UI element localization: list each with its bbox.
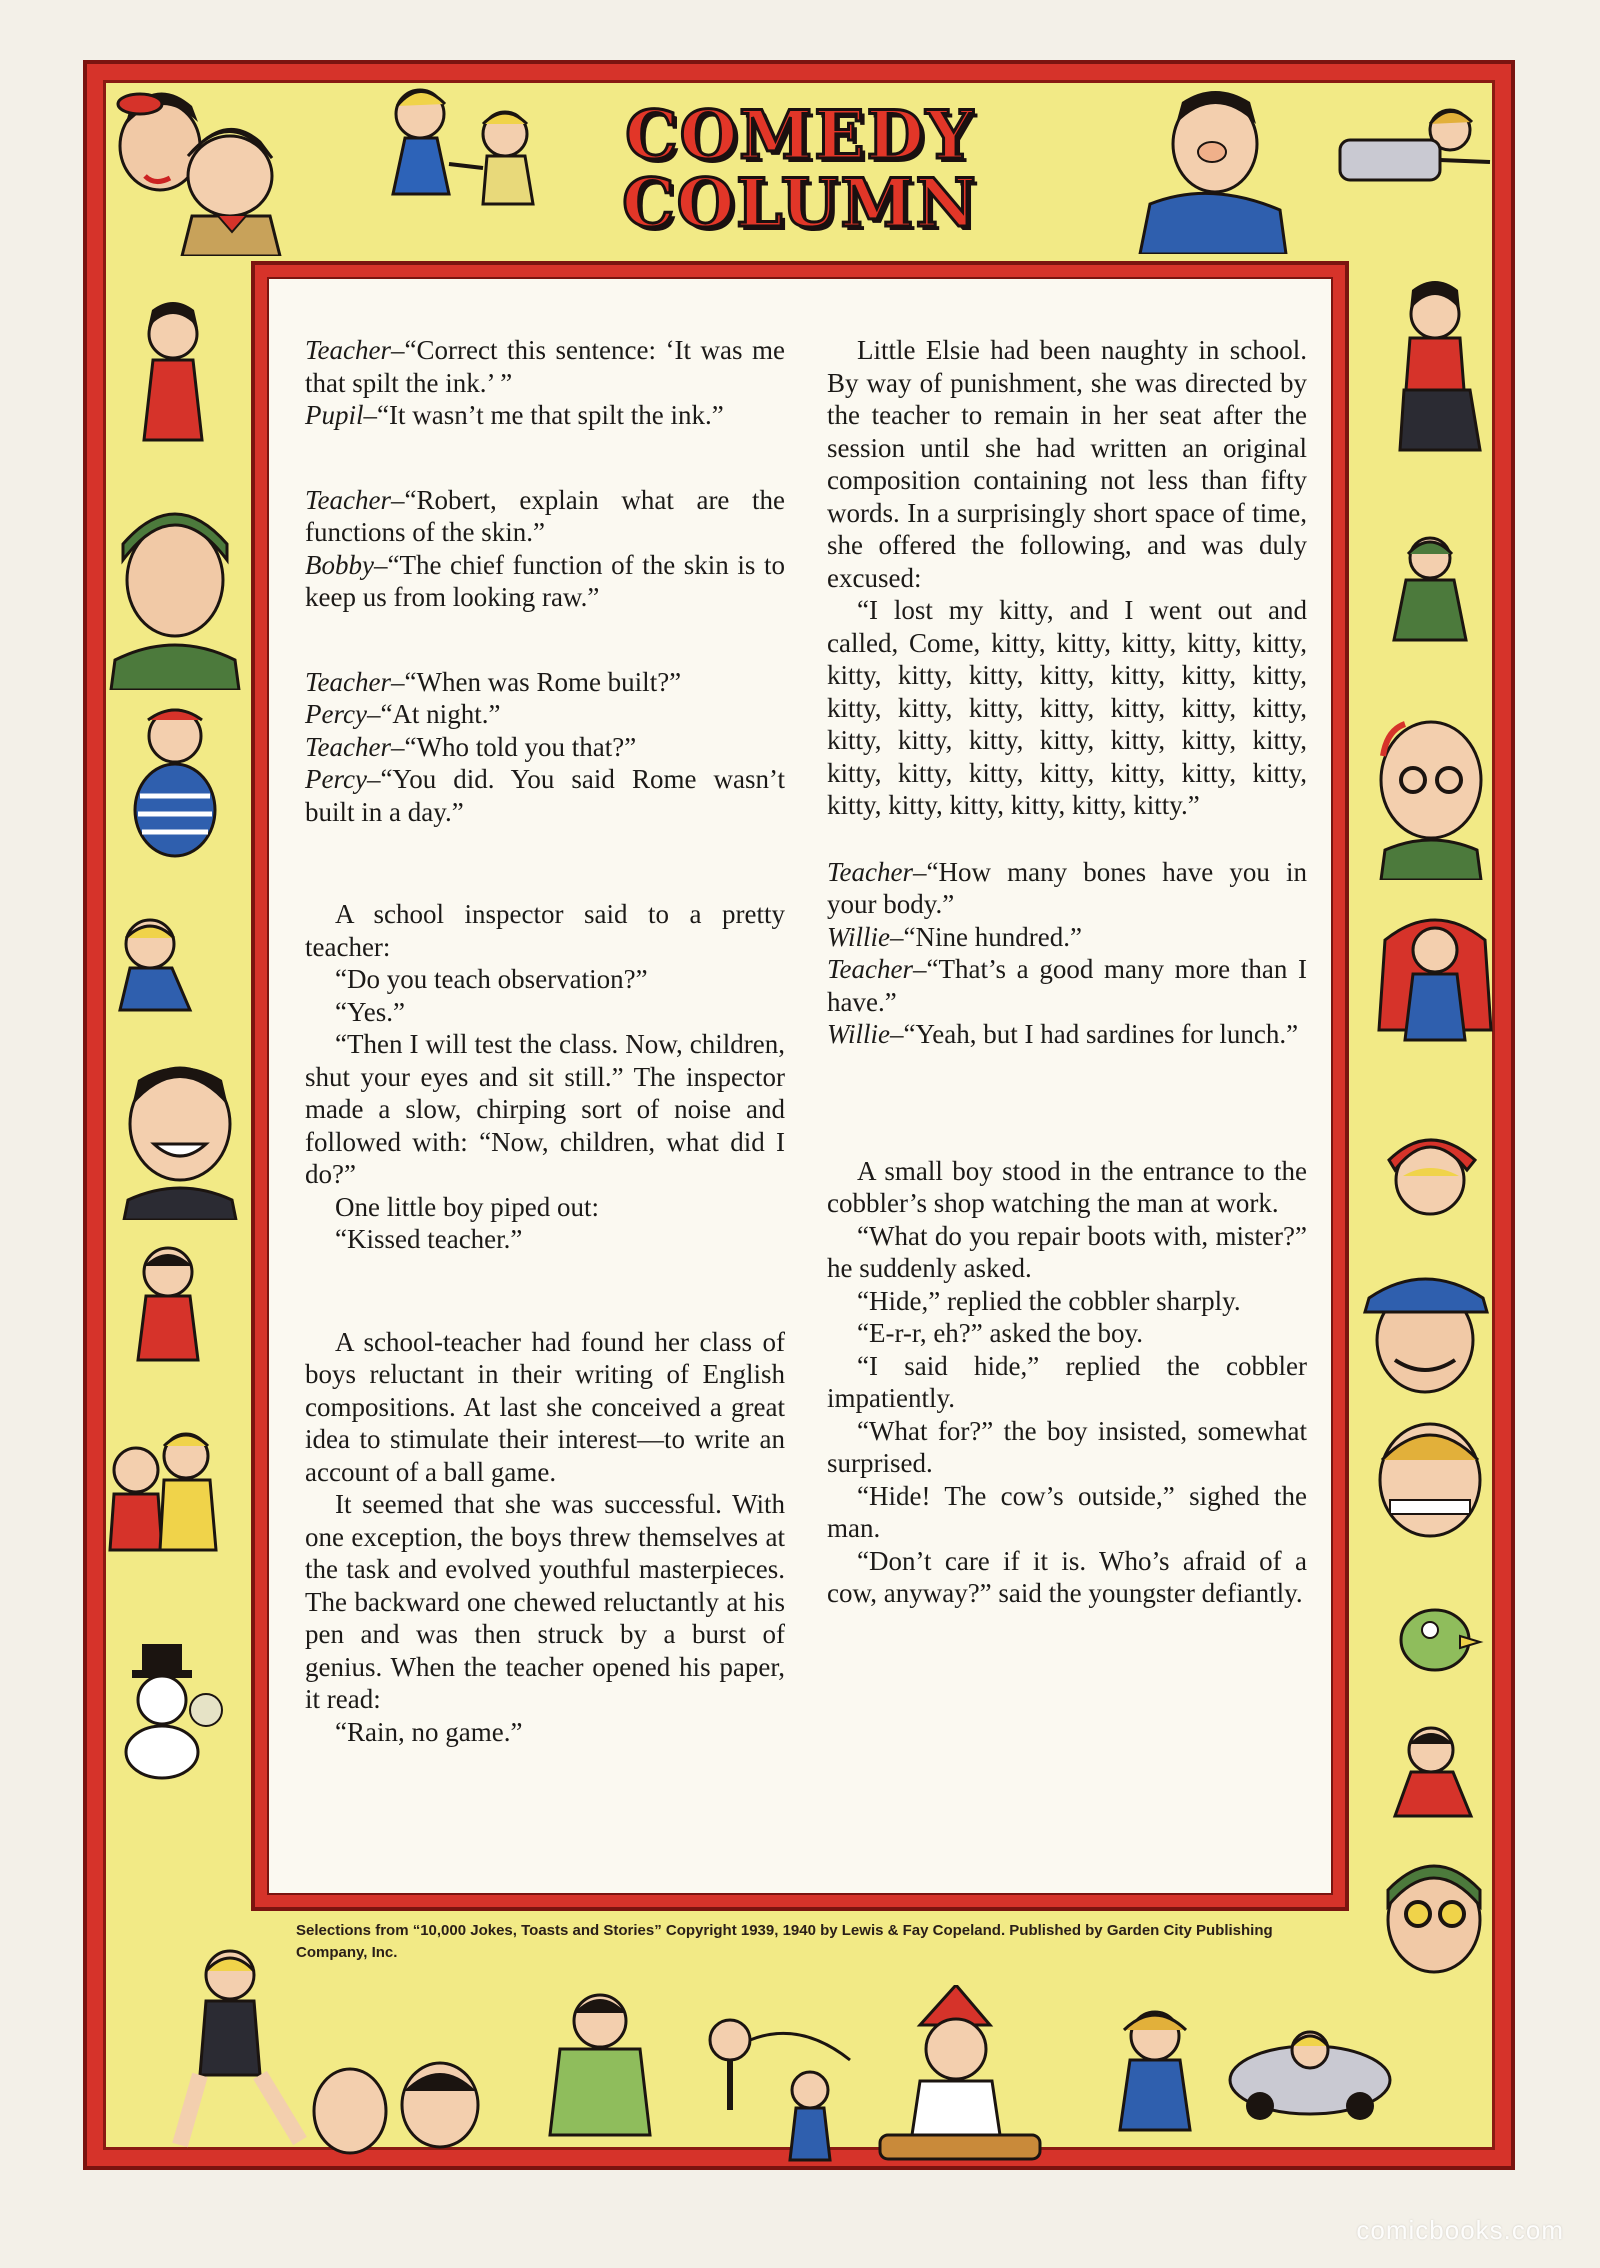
bald-man-with-glasses-cartoon-illustration [1365,700,1495,880]
dialogue-text: “Nine hundred.” [903,921,1082,952]
left-text-column [305,334,785,1748]
copyright-credit: Selections from “10,000 Jokes, Toasts and Stories” Copyright 1939, 1940 by Lewis & Fay Copeland. Published by Garden City Publishing Company, Inc. [296,1922,1273,1961]
title-line-2: COLUMN [622,164,978,242]
caped-hero-cartoon-illustration [1375,910,1495,1080]
speaker-label: Teacher– [305,666,405,697]
dialogue-line [827,921,1307,954]
two-heads-cartoon-illustration [300,2055,500,2165]
speaker-label: Teacher– [827,954,927,984]
bathing-beauty-cartoon-illustration [150,1945,320,2155]
paragraph: A school inspector said to a pretty teacher: [305,899,785,962]
aviator-cartoon-illustration [1370,1850,1500,2000]
paragraph: “Rain, no game.” [335,1716,523,1747]
title-line-1: COMEDY [625,96,975,174]
dialogue-line [305,763,785,828]
kid-with-cap-cartoon-illustration [1375,1120,1485,1230]
speaker-label: Bobby– [305,549,388,580]
speaker-label: Percy– [305,699,381,729]
paragraph: One little boy piped out: [335,1191,599,1222]
page-title [560,96,1040,246]
prone-soldier-cartoon-illustration [1330,100,1500,210]
dialogue-text: “How many bones have you in your body.” [827,856,1307,919]
paragraph: “Kissed teacher.” [335,1224,523,1254]
site-watermark: comicbooks.com [1356,2215,1564,2245]
boy-cartoon-illustration [118,1240,218,1380]
dancing-kids-cartoon-illustration [365,84,565,234]
speaker-label: Pupil– [305,400,377,430]
elf-cartoon-illustration [860,1985,1050,2165]
snowman-cartoon-illustration [110,1640,230,1780]
dialogue-text: “Robert, explain what are the functions of the skin.” [305,484,785,547]
text-panel-frame [251,261,1349,1911]
speaker-label: Percy– [305,764,381,794]
race-car-cartoon-illustration [1220,2010,1400,2130]
paragraph: “Hide,” replied the cobbler sharply. [857,1285,1241,1316]
bird-cartoon-illustration [1380,1580,1490,1690]
dialogue-text: “The chief function of the skin is to keep us from looking raw.” [305,549,785,612]
paragraph: “Yes.” [335,996,406,1027]
dialogue-line [305,666,785,699]
sailor-cartoon-illustration [120,700,230,870]
dialogue-text: “Correct this sentence: ‘It was me that spilt the ink.’ ” [305,335,785,398]
couple-cartoon-illustration [100,86,290,256]
paragraph: “Hide! The cow’s outside,” sighed the man. [827,1480,1307,1543]
dialogue-text: “You did. You said Rome wasn’t built in a day.” [305,764,785,827]
paragraph: It seemed that she was successful. With one exception, the boys threw themselves at the task and evolved youthful masterpieces. The backward one chewed reluctantly at his pen and was then struck by a burst of genius. When the teacher opened his paper, it read: [305,1489,785,1714]
dialogue-line [305,399,785,432]
speaker-label: Teacher– [305,731,405,762]
dialogue-text: “That’s a good many more than I have.” [827,954,1307,1017]
paragraph: A school-teacher had found her class of boys reluctant in their writing of English compositions. At last she conceived a great idea to stimulate their interest—to write an account of a ball game. [305,1326,785,1487]
dialogue-text: “Who told you that?” [404,731,637,762]
dialogue-line [305,549,785,614]
speaker-label: Teacher– [305,335,405,365]
dialogue-text: “When was Rome built?” [404,666,682,697]
seated-woman-cartoon-illustration [1380,280,1500,480]
paragraph: “I said hide,” replied the cobbler impatiently. [827,1350,1307,1413]
grinning-man-cartoon-illustration [110,1050,250,1220]
dialogue-line [827,1018,1307,1051]
paragraph: Little Elsie had been naughty in school. By way of punishment, she was directed by the teacher to remain in her seat after the session until she had written an original composition containing not less than fifty words. In a surprisingly short space of time, she offered the following, and was duly excused: [827,335,1307,593]
speaker-label: Teacher– [305,484,405,515]
dialogue-text: “Yeah, but I had sardines for lunch.” [903,1019,1299,1049]
paragraph: “What for?” the boy insisted, somewhat surprised. [827,1415,1307,1478]
big-nose-man-cartoon-illustration [1130,84,1290,254]
paragraph: “I lost my kitty, and I went out and called, Come, kitty, kitty, kitty, kitty, kitty, kitty, kitty, kitty, kitty, kitty, kitty, kitty, kitty, kitty, kitty, kitty, kitty, kitty, kitty, kitty, kitty, kitty, kitty, kitty, kitty, kitty, kitty, kitty, kitty, kitty, kitty, kitty, kitty, kitty, kitty, kitty, kitty, kitty, kitty.” [827,595,1307,820]
paragraph: “Then I will test the class. Now, children, shut your eyes and sit still.” The inspector made a slow, chirping sort of noise and followed with: “Now, children, what did I do?” [305,1029,785,1189]
dialogue-text: “It wasn’t me that spilt the ink.” [377,400,724,430]
running-kid-cartoon-illustration [100,910,210,1030]
dialogue-line [827,856,1307,921]
right-text-column [827,334,1307,1610]
joke-text-panel [267,277,1333,1895]
speaker-label: Willie– [827,921,904,952]
dialogue-line [305,731,785,764]
girl-cartoon-illustration [118,300,228,450]
paragraph: “Do you teach observation?” [335,964,648,994]
speaker-label: Willie– [827,1019,904,1049]
dialogue-line [827,953,1307,1018]
paragraph: A small boy stood in the entrance to the cobbler’s shop watching the man at work. [827,1155,1307,1218]
kneeling-soldier-cartoon-illustration [1370,530,1490,660]
three-kids-cartoon-illustration [100,1420,230,1560]
dialogue-line [305,334,785,399]
small-boy-running-cartoon-illustration [1375,1720,1495,1840]
paragraph: “Don’t care if it is. Who’s afraid of a cow, anyway?” said the youngster defiantly. [827,1545,1307,1608]
dialogue-text: “At night.” [380,699,501,729]
helmeted-soldier-cartoon-illustration [105,490,245,690]
dialogue-line [305,698,785,731]
bandaged-man-cartoon-illustration [1360,1400,1500,1560]
little-girl-cartoon-illustration [1100,2000,1210,2160]
fishing-men-cartoon-illustration [690,2000,860,2170]
dialogue-line [305,484,785,549]
police-officer-cartoon-illustration [1355,1250,1495,1410]
paragraph: “E-r-r, eh?” asked the boy. [857,1318,1143,1348]
speaker-label: Teacher– [827,856,927,887]
paragraph: “What do you repair boots with, mister?” he suddenly asked. [827,1220,1307,1283]
seated-man-cartoon-illustration [520,1985,680,2165]
